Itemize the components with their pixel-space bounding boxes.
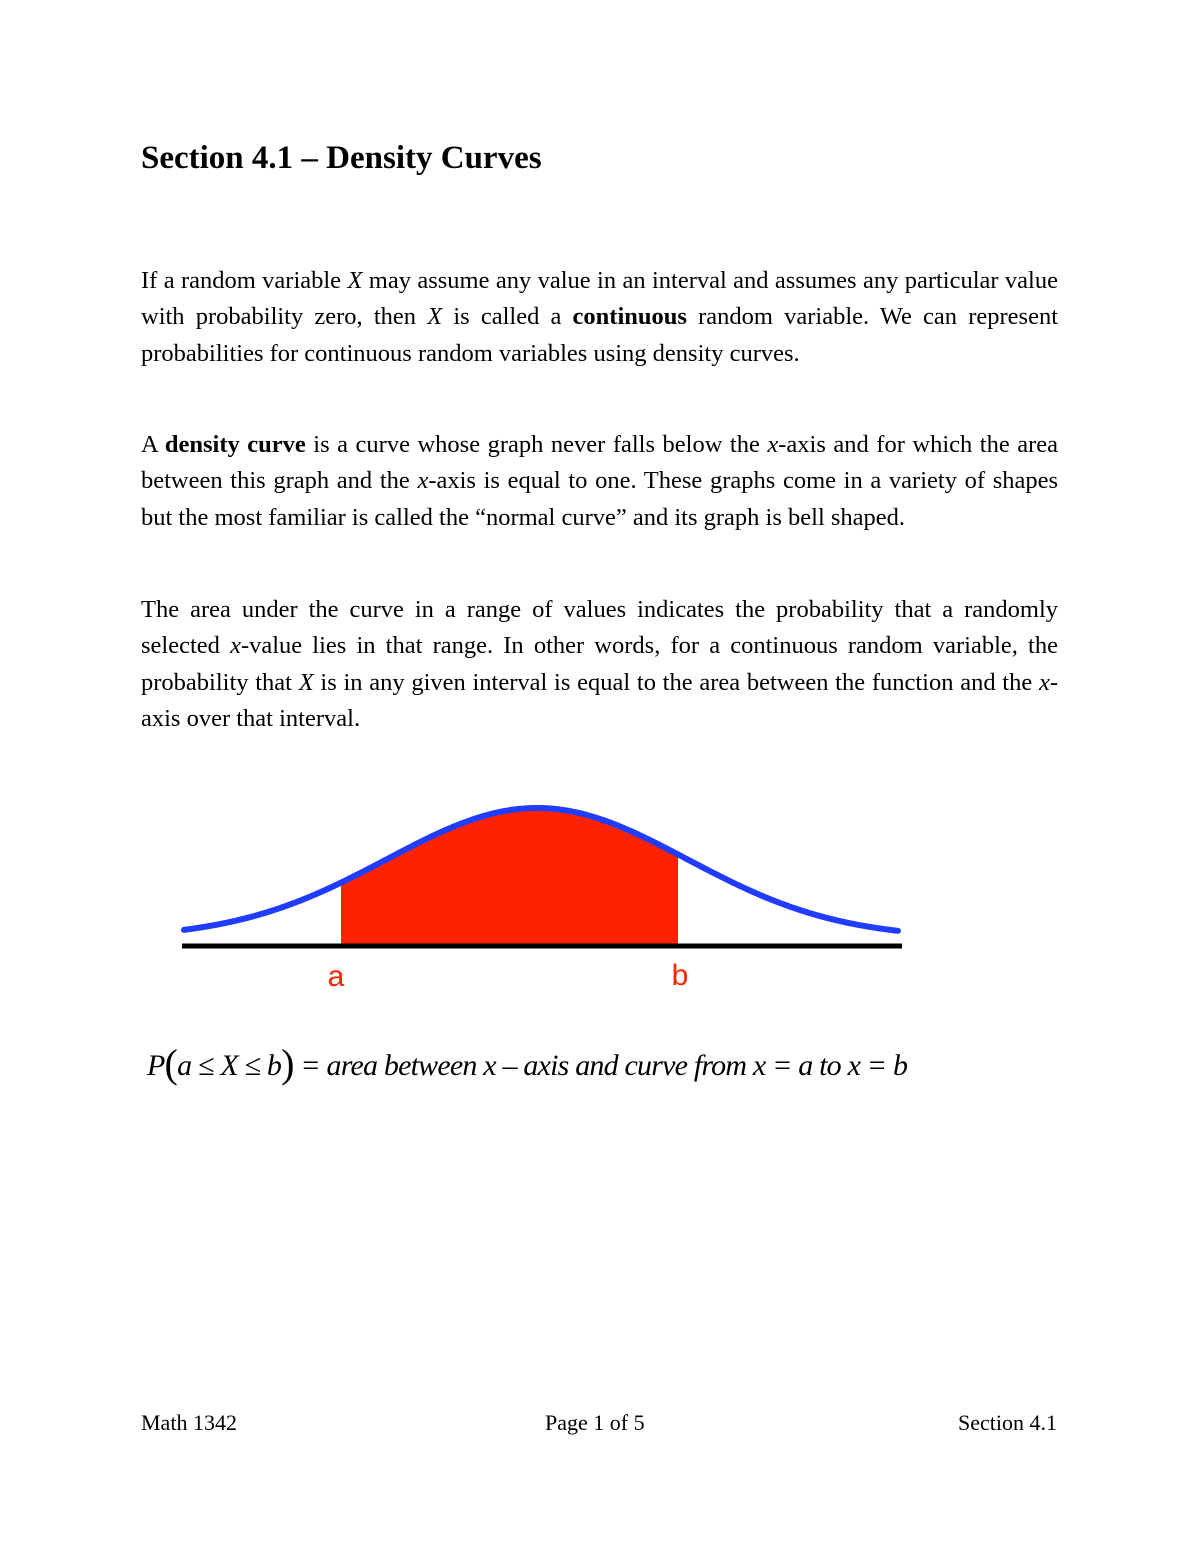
formula-left-paren: (: [164, 1041, 178, 1086]
term-density-curve: density curve: [164, 431, 306, 458]
text: If a random variable: [141, 267, 348, 294]
formula-right-paren: ): [281, 1041, 294, 1086]
label-b: b: [671, 959, 689, 992]
label-a: a: [327, 960, 345, 993]
paragraph-area-probability: [141, 592, 1058, 737]
text: The area under the curve in a range of values indicates the probability that a randomly selected: [141, 596, 1058, 660]
variable-x: x: [1038, 668, 1050, 696]
text: -value lies in that range. In other words, for a continuous random variable, the probability that: [141, 632, 1058, 696]
formula-P: P: [147, 1049, 165, 1082]
variable-X: X: [347, 267, 363, 294]
paragraph-density-curve: [141, 427, 1058, 536]
term-continuous: continuous: [572, 303, 687, 331]
formula-definition: = area between x – axis and curve from x = a to x = b: [293, 1049, 908, 1082]
text: is called a: [442, 303, 573, 331]
footer-course: Math 1342: [141, 1410, 237, 1435]
text: is a curve whose graph never falls below the: [305, 431, 768, 458]
paragraph-continuous-variable: [141, 263, 1058, 372]
variable-x: x: [767, 431, 779, 458]
text: is in any given interval is equal to the area between the function and the: [313, 668, 1039, 696]
text: -axis and for which the area between this graph and the: [141, 431, 1059, 495]
page-title: Section 4.1 – Density Curves: [141, 140, 542, 176]
text: -axis over that interval.: [141, 668, 1058, 732]
text: may assume any value in an interval and assumes any particular value with probability zero, then: [141, 267, 1058, 331]
probability-formula: [147, 1038, 1147, 1093]
text: random variable. We can represent probabilities for continuous random variables using density curves.: [141, 303, 1059, 367]
footer-section: Section 4.1: [958, 1410, 1057, 1435]
variable-x: x: [417, 467, 429, 495]
footer-page-number: Page 1 of 5: [545, 1410, 645, 1435]
text: -axis is equal to one. These graphs come in a variety of shapes but the most familiar is called the “normal curve” and its graph is bell shaped.: [141, 467, 1059, 531]
text: A: [141, 431, 165, 458]
formula-inequality: a ≤ X ≤ b: [177, 1049, 282, 1082]
variable-X: X: [427, 303, 443, 331]
variable-x: x: [230, 632, 241, 660]
normal-curve-figure: [170, 795, 915, 1000]
variable-X: X: [298, 668, 314, 696]
